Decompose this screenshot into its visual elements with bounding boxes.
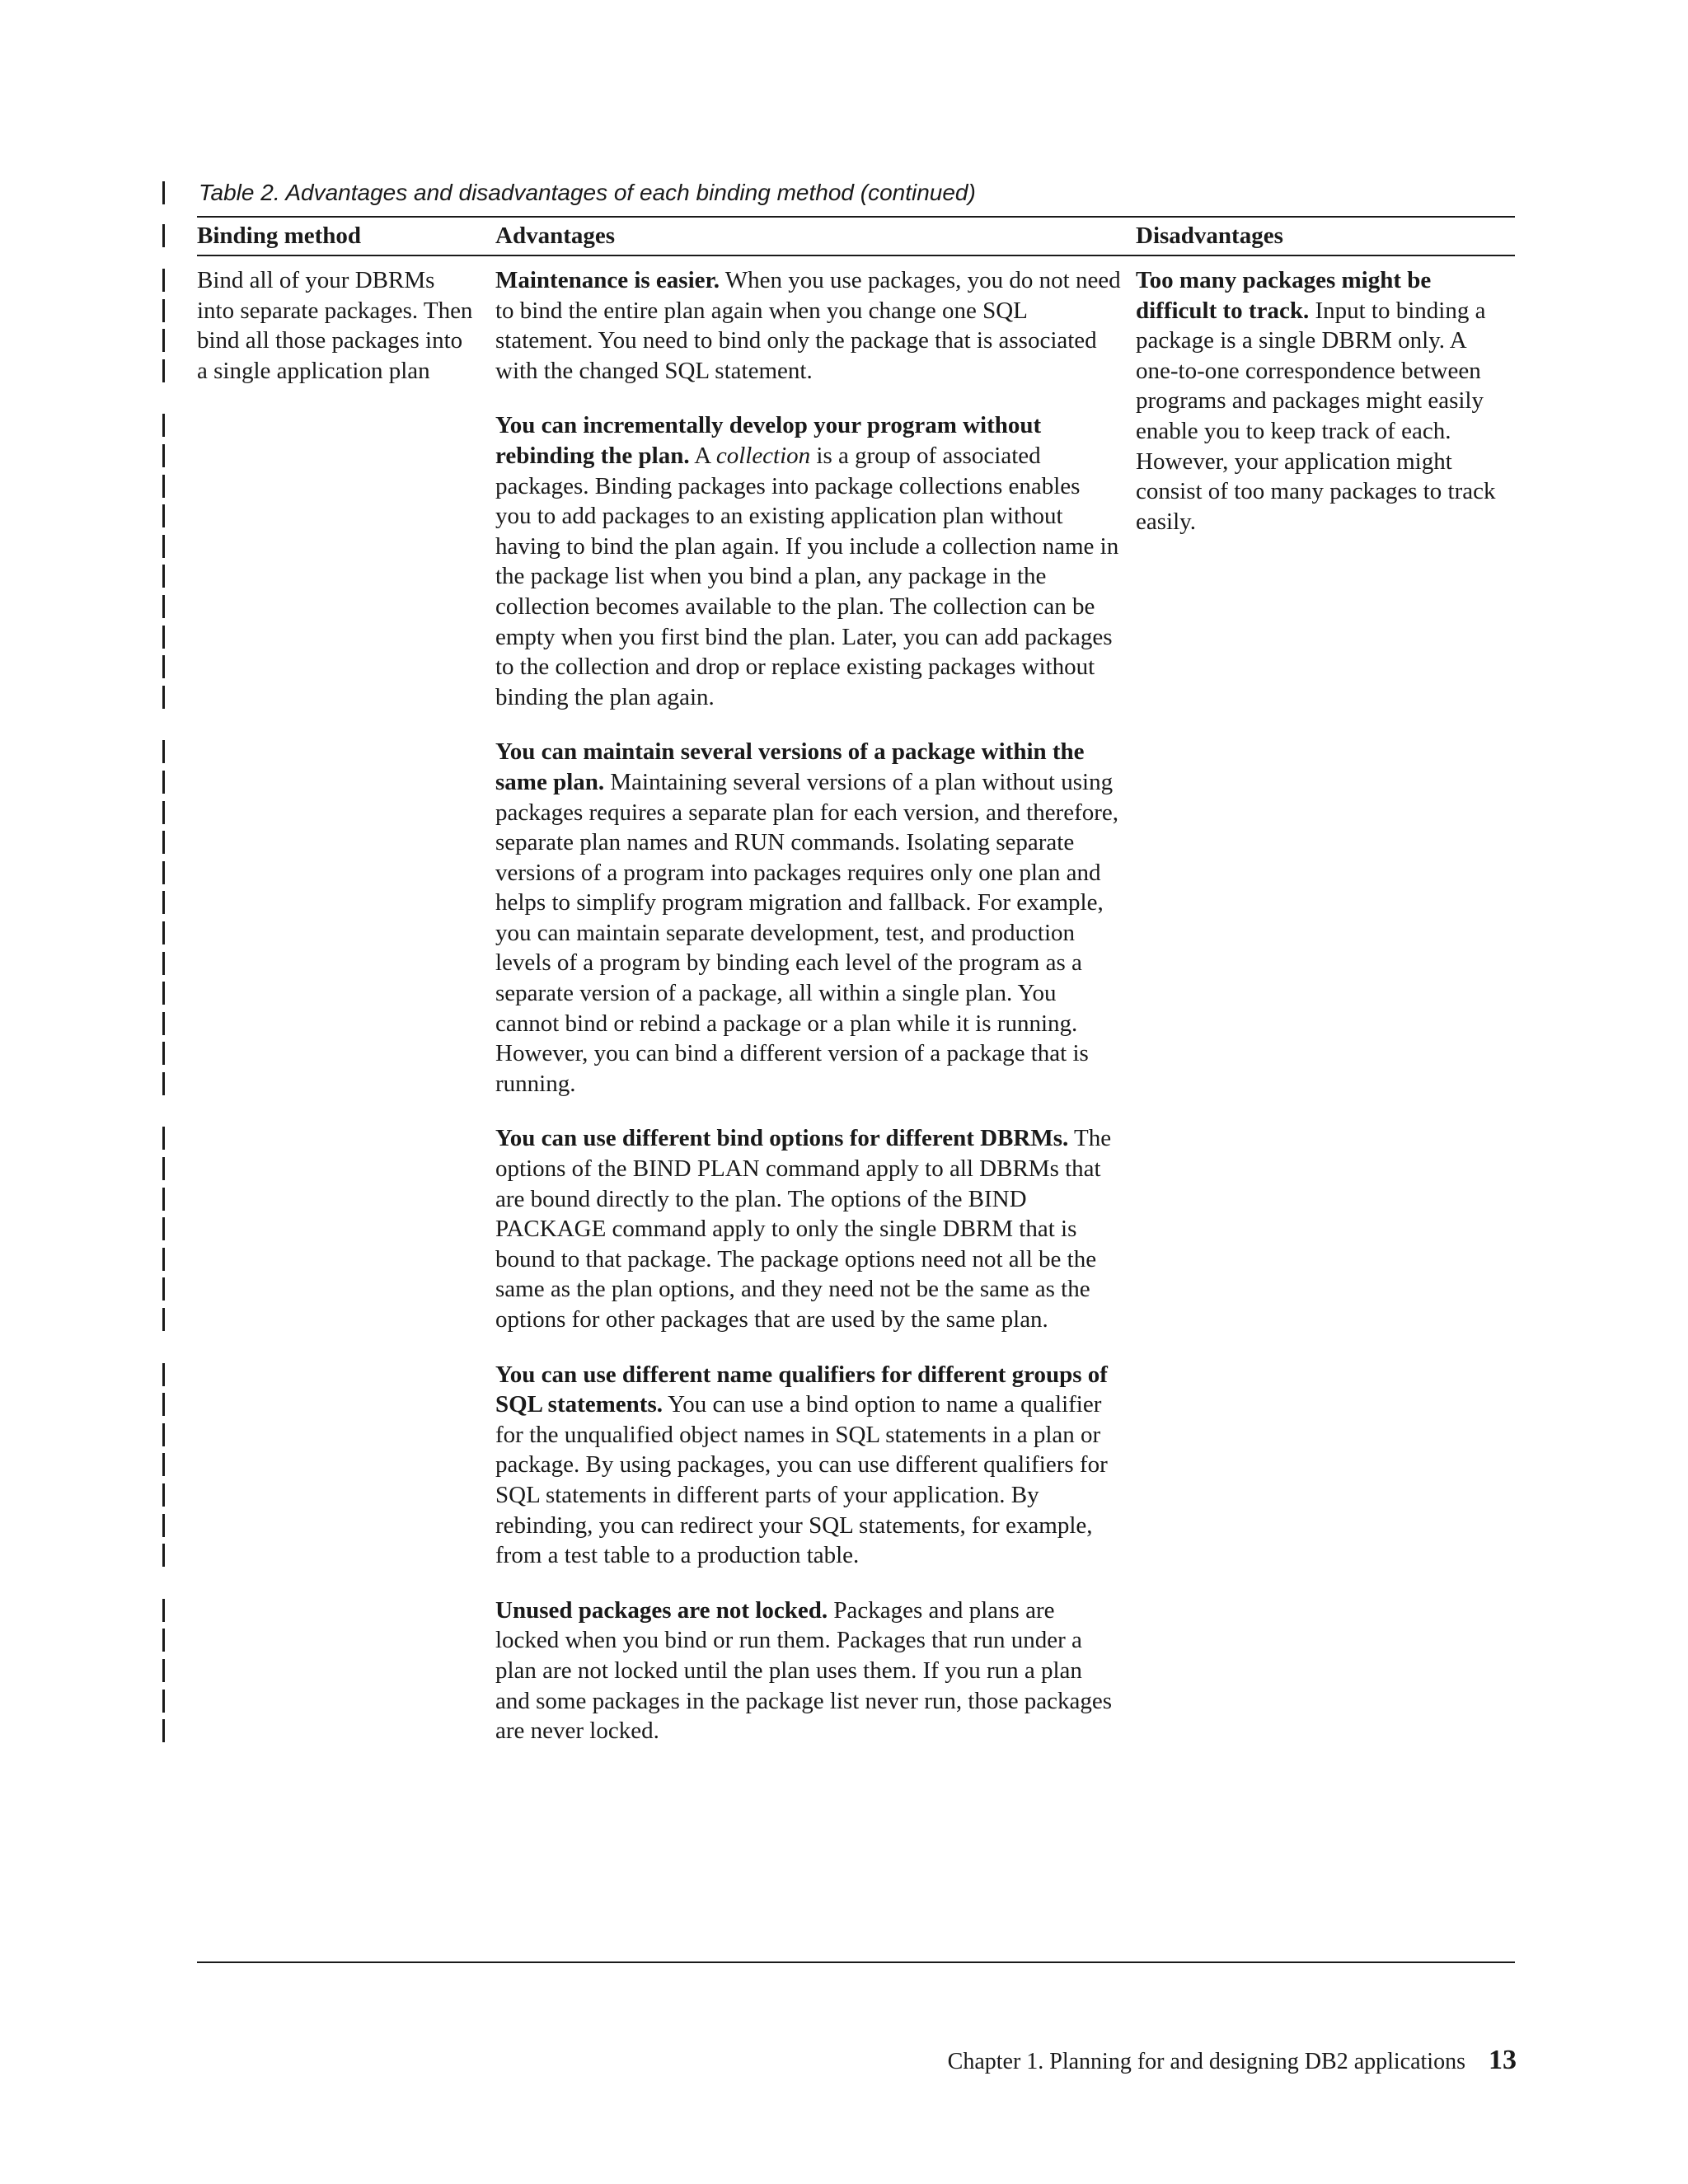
revision-bar (162, 982, 165, 1005)
revision-bar (162, 626, 165, 649)
revision-bar (162, 771, 165, 794)
revision-bar (162, 831, 165, 854)
revision-bar (162, 1042, 165, 1065)
revision-bar (162, 475, 165, 498)
table-bottom-rule (197, 1961, 1515, 1963)
advantage-heading-2: You can incrementally develop your program without rebinding the plan. (495, 412, 1042, 469)
advantage-text-2b: is a group of associated packages. Binding packages into package collections enables you to add packages to an existing application plan without having to bind the plan again. If you include a collection name in the package list when you bind a plan, any package in the collection becomes available to the plan. The collection can be empty when you first bind the plan. Later, you can add packages to the collection and drop or replace existing packages without binding the plan again. (495, 442, 1119, 710)
disadvantage-paragraph (1136, 265, 1498, 537)
page-footer (948, 2044, 1517, 2079)
disadvantage-heading: Too many packages might be difficult to track. (1136, 267, 1432, 324)
revision-bar (162, 952, 165, 975)
header-binding-method: Binding method (197, 223, 362, 249)
advantage-text-1: When you use packages, you do not need to bind the entire plan again when you change one SQL statement. You need to bind only the package that is associated with the changed SQL statement. (495, 267, 1121, 384)
revision-bar (162, 1690, 165, 1713)
revision-bar (162, 1157, 165, 1180)
advantage-paragraph-6 (495, 1596, 1122, 1746)
revision-bar (162, 504, 165, 527)
revision-bar (162, 740, 165, 763)
revision-bar (162, 1719, 165, 1742)
revision-bar (162, 1393, 165, 1416)
advantage-paragraph-2 (495, 410, 1122, 712)
table-top-rule (197, 216, 1515, 218)
advantage-text-3: Maintaining several versions of a plan without using packages requires a separate plan for each version, and therefore, separate plan names and RUN commands. Isolating separate versions of a program into packages requires only one plan and helps to simplify program migration and fallback. For example, you can maintain separate development, test, and production levels of a program by binding each level of the program as a separate version of a package, all within a single plan. You cannot bind or rebind a package or a plan while it is running. However, you can bind a different version of a package that is running. (495, 768, 1119, 1097)
revision-bar (162, 181, 165, 204)
revision-bar (162, 444, 165, 467)
revision-bar (162, 269, 165, 292)
revision-bar (162, 655, 165, 678)
revision-bar (162, 359, 165, 382)
revision-bar (162, 224, 165, 247)
advantage-heading-1: Maintenance is easier. (495, 267, 720, 293)
disadvantage-text: Input to binding a package is a single DBRM only. A one-to-one correspondence between programs and packages might easily enable you to keep track of each. However, your application might consist of too many packages to track easily. (1136, 297, 1496, 535)
advantage-text-4: The options of the BIND PLAN command apply to all DBRMs that are bound directly to the plan. The options of the BIND PACKAGE command apply to only the single DBRM that is bound to that package. The package options need not all be the same as the plan options, and they need not be the same as the options for other packages that are used by the same plan. (495, 1125, 1112, 1333)
revision-bar (162, 1363, 165, 1386)
header-disadvantages: Disadvantages (1136, 223, 1283, 249)
revision-bar (162, 861, 165, 884)
revision-bar (162, 595, 165, 618)
revision-bar (162, 1659, 165, 1682)
cell-binding-method (197, 265, 477, 410)
table-caption: Table 2. Advantages and disadvantages of each binding method (continued) (199, 180, 976, 205)
revision-bar (162, 565, 165, 588)
advantage-paragraph-1 (495, 265, 1122, 386)
page-number: 13 (1489, 2045, 1517, 2075)
revision-bar (162, 801, 165, 824)
revision-bar (162, 1483, 165, 1507)
revision-bar (162, 1217, 165, 1240)
revision-bar (162, 535, 165, 558)
cell-advantages (495, 265, 1122, 1771)
advantage-heading-5: You can use different name qualifiers for different groups of SQL statements. (495, 1361, 1108, 1418)
revision-bar (162, 1012, 165, 1035)
header-bottom-rule (197, 255, 1515, 256)
header-advantages: Advantages (495, 223, 616, 249)
revision-bar (162, 891, 165, 914)
revision-bar (162, 1127, 165, 1150)
advantage-text-6: Packages and plans are locked when you bind or run them. Packages that run under a plan are not locked until the plan uses them. If you run a plan and some packages in the package list never run, those packages are never locked. (495, 1596, 1113, 1745)
revision-bar (162, 1248, 165, 1271)
revision-bar (162, 1188, 165, 1211)
revision-bar (162, 1072, 165, 1095)
advantage-paragraph-3 (495, 737, 1122, 1099)
revision-bar (162, 1308, 165, 1331)
advantage-heading-6: Unused packages are not locked. (495, 1596, 828, 1624)
revision-bar (162, 921, 165, 944)
revision-bar (162, 1514, 165, 1537)
binding-method-text: Bind all of your DBRMs into separate packages. Then bind all those packages into a single application plan (197, 267, 473, 384)
advantage-paragraph-4 (495, 1123, 1122, 1334)
revision-bars (162, 0, 167, 2184)
advantage-term-collection: collection (715, 442, 811, 469)
revision-bar (162, 414, 165, 437)
advantage-heading-4: You can use different bind options for different DBRMs. (495, 1125, 1069, 1152)
cell-disadvantages (1136, 265, 1498, 561)
revision-bar (162, 1599, 165, 1622)
revision-bar (162, 1544, 165, 1567)
revision-bar (162, 1423, 165, 1446)
revision-bar (162, 1629, 165, 1652)
revision-bar (162, 1453, 165, 1476)
advantage-text-2a: A (689, 442, 716, 469)
revision-bar (162, 299, 165, 322)
advantage-heading-3: You can maintain several versions of a package within the same plan. (495, 738, 1085, 795)
revision-bar (162, 1277, 165, 1301)
footer-chapter: Chapter 1. Planning for and designing DB2 applications (947, 2049, 1465, 2074)
revision-bar (162, 686, 165, 709)
advantage-text-5: You can use a bind option to name a qualifier for the unqualified object names in SQL statements in a plan or package. By using packages, you can use different qualifiers for SQL statements in different parts of your application. By rebinding, you can redirect your SQL statements, for example, from a test table to a production table. (495, 1391, 1108, 1569)
revision-bar (162, 329, 165, 352)
advantage-paragraph-5 (495, 1360, 1122, 1571)
